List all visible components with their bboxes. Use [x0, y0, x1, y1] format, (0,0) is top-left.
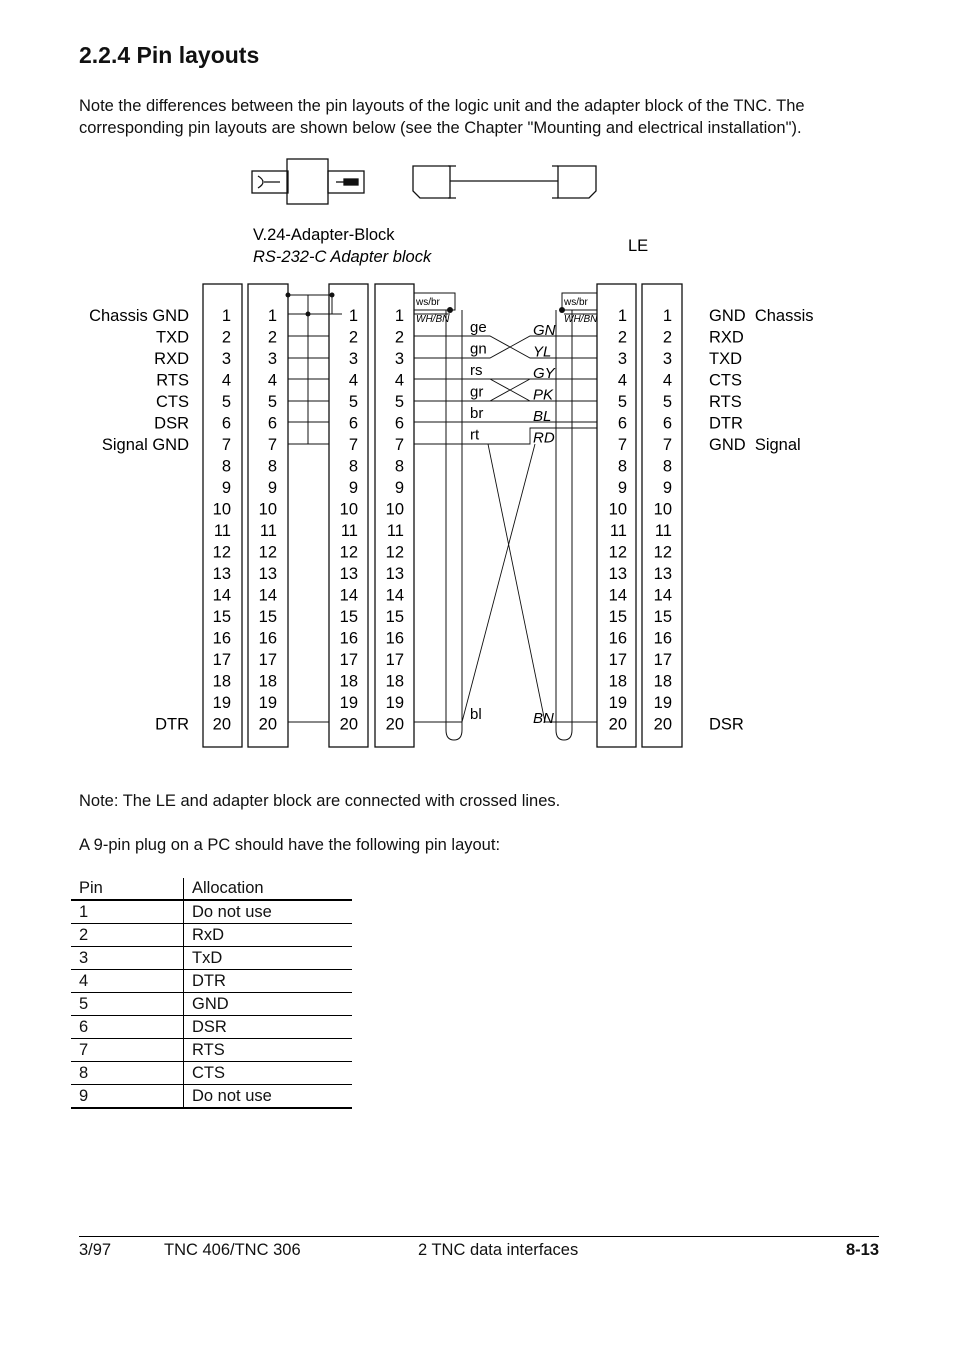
wire-label-bn: BN: [533, 710, 554, 727]
pin-number: 18: [339, 672, 358, 691]
pin-header: Pin: [71, 878, 184, 900]
pin-number: 1: [394, 307, 404, 325]
left-signal-name: Chassis GND: [89, 307, 189, 325]
footer-product: TNC 406/TNC 306: [164, 1241, 301, 1259]
shield-label-left-en: WH/BN: [416, 314, 450, 325]
note-9pin: A 9-pin plug on a PC should have the following pin layout:: [79, 836, 501, 854]
pin-number: 1: [221, 307, 231, 325]
footer-page-number: 8-13: [845, 1241, 879, 1259]
shield-label-left-de: ws/br: [416, 297, 440, 308]
pin-number: 12: [212, 543, 231, 562]
wire-color-en: RD: [533, 429, 555, 447]
wire-color-de: gr: [470, 383, 484, 401]
pin-number: 5: [267, 393, 277, 411]
pin-number: 14: [608, 586, 627, 605]
cable-icon: [413, 166, 596, 198]
le-label: LE: [628, 237, 649, 255]
table-row: [71, 1062, 352, 1085]
right-signal-name: DSR: [709, 715, 744, 734]
pin-number: 2: [617, 328, 627, 347]
pin-number: 13: [258, 565, 277, 583]
pin-number: 7: [662, 436, 672, 454]
pin-number: 12: [339, 543, 358, 562]
pin-number: 6: [662, 414, 672, 433]
allocation-cell: DTR: [184, 970, 353, 993]
table-row: [71, 900, 352, 924]
pin-number: 15: [339, 608, 358, 626]
wire-color-de: rt: [470, 426, 480, 444]
pin-number: 5: [617, 393, 627, 411]
pin-number: 14: [339, 586, 358, 605]
pin-number: 16: [385, 629, 404, 648]
pin-cell: 5: [71, 993, 184, 1016]
pin-number: 9: [221, 479, 231, 497]
pin-number: 15: [385, 608, 404, 626]
pin-number: 8: [348, 457, 358, 476]
right-signal-name: TXD: [709, 350, 742, 368]
pin-number: 9: [617, 479, 627, 497]
pin-number: 16: [258, 629, 277, 648]
pin-number: 7: [267, 436, 277, 454]
pin-number: 13: [653, 565, 672, 583]
pin-number: 3: [617, 350, 627, 368]
table-row: [71, 1016, 352, 1039]
table-row: [71, 993, 352, 1016]
right-signal-name: GND Signal: [709, 436, 801, 454]
wire-color-de: ge: [470, 319, 487, 336]
pin-number: 8: [267, 457, 277, 476]
pin-number: 4: [617, 371, 627, 390]
pin-number: 10: [258, 500, 277, 519]
pin-number: 20: [608, 715, 627, 734]
footer-date: 3/97: [79, 1241, 112, 1259]
left-signal-name: RTS: [156, 371, 189, 390]
right-signal-name: RTS: [709, 393, 742, 411]
pin-number: 3: [348, 350, 358, 368]
pin-number: 12: [653, 543, 672, 562]
pin-number: 1: [348, 307, 358, 325]
pin-number: 6: [221, 414, 231, 433]
pin-number: 10: [339, 500, 358, 519]
pin-number: 11: [213, 522, 231, 540]
pin-number: 19: [608, 694, 627, 712]
left-signal-name: RXD: [154, 350, 189, 368]
pin-number: 20: [258, 715, 277, 734]
wire-color-en: BL: [533, 408, 552, 425]
pin-numbers: [213, 307, 672, 734]
left-signal-name: CTS: [156, 393, 189, 411]
pin-number: 2: [348, 328, 358, 347]
pin-number: 17: [258, 651, 277, 669]
right-signal-names: [709, 307, 814, 734]
pin-number: 17: [212, 651, 231, 669]
pin-number: 2: [394, 328, 404, 347]
pin-number: 5: [348, 393, 358, 411]
pin-number: 13: [339, 565, 358, 583]
pin-number: 4: [662, 371, 672, 390]
shield-junction-dots: [447, 307, 565, 313]
cable-wires: [414, 336, 597, 722]
pin-number: 5: [394, 393, 404, 411]
allocation-header: Allocation: [184, 878, 353, 900]
pin-number: 8: [617, 457, 627, 476]
pin-number: 18: [212, 672, 231, 691]
pin-number: 15: [653, 608, 672, 626]
pin-number: 9: [662, 479, 672, 497]
left-signal-name: DTR: [155, 715, 189, 734]
adapter-block-label: V.24-Adapter-Block: [253, 226, 395, 244]
wire-color-de: gn: [470, 340, 487, 358]
allocation-cell: DSR: [184, 1016, 353, 1039]
pin-number: 4: [394, 371, 404, 390]
pin-cell: 2: [71, 924, 184, 947]
wire-color-en: YL: [533, 343, 552, 361]
allocation-cell: GND: [184, 993, 353, 1016]
pin-number: 20: [339, 715, 358, 734]
pin-number: 12: [385, 543, 404, 562]
adapter-block-label-en: RS-232-C Adapter block: [253, 248, 432, 266]
pin-number: 16: [212, 629, 231, 648]
pin-number: 7: [221, 436, 231, 454]
pin-number: 8: [221, 457, 231, 476]
pin-number: 7: [617, 436, 627, 454]
allocation-cell: RTS: [184, 1039, 353, 1062]
pin-number: 15: [608, 608, 627, 626]
pin-number: 1: [617, 307, 627, 325]
pin-number: 2: [662, 328, 672, 347]
pin-number: 9: [348, 479, 358, 497]
pin-number: 2: [221, 328, 231, 347]
pc-pin-table: [71, 878, 352, 1109]
pin-number: 19: [212, 694, 231, 712]
pin-number: 3: [221, 350, 231, 368]
pin-number: 15: [212, 608, 231, 626]
pin-number: 6: [348, 414, 358, 433]
pin-number: 17: [339, 651, 358, 669]
pin-number: 13: [385, 565, 404, 583]
pin-number: 4: [267, 371, 277, 390]
pin-number: 18: [608, 672, 627, 691]
left-signal-name: Signal GND: [101, 436, 189, 454]
pin-number: 14: [653, 586, 672, 605]
adapter-wiring: [288, 295, 342, 722]
pin-number: 10: [608, 500, 627, 519]
right-signal-name: RXD: [709, 328, 744, 347]
wire-color-en: GY: [533, 365, 555, 382]
wire-color-en: GN: [533, 322, 556, 339]
left-signal-name: TXD: [156, 328, 189, 347]
pin-number: 5: [221, 393, 231, 411]
left-signal-name: DSR: [154, 414, 189, 433]
pin-number: 6: [617, 414, 627, 433]
wire-label-bl: bl: [470, 706, 482, 723]
pin-number: 16: [608, 629, 627, 648]
right-signal-name: CTS: [709, 371, 742, 390]
pin-number: 14: [385, 586, 404, 605]
pin-number: 5: [662, 393, 672, 411]
pin-number: 9: [267, 479, 277, 497]
pin-number: 11: [259, 522, 277, 540]
footer-rule: [79, 1236, 879, 1237]
pin-number: 8: [662, 457, 672, 476]
pin-number: 16: [653, 629, 672, 648]
wire-color-de: rs: [470, 362, 483, 379]
pin-number: 13: [212, 565, 231, 583]
pin-number: 9: [394, 479, 404, 497]
pin-number: 17: [385, 651, 404, 669]
footer-chapter: 2 TNC data interfaces: [418, 1241, 579, 1259]
adapter-junction-dots: [286, 293, 335, 317]
pin-cell: 3: [71, 947, 184, 970]
pin-number: 11: [609, 522, 627, 540]
pin-number: 10: [653, 500, 672, 519]
note-crossed-lines: Note: The LE and adapter block are connected with crossed lines.: [79, 792, 561, 810]
pin-number: 3: [267, 350, 277, 368]
pin-number: 13: [608, 565, 627, 583]
section-heading: 2.2.4 Pin layouts: [79, 42, 260, 68]
pin-number: 4: [348, 371, 358, 390]
shield-label-right-en: WH/BN: [564, 314, 598, 325]
pin-cell: 8: [71, 1062, 184, 1085]
pin-number: 18: [653, 672, 672, 691]
pin-number: 19: [258, 694, 277, 712]
allocation-cell: TxD: [184, 947, 353, 970]
allocation-cell: CTS: [184, 1062, 353, 1085]
pin-cell: 9: [71, 1085, 184, 1109]
pin-number: 15: [258, 608, 277, 626]
table-row: [71, 947, 352, 970]
pin-number: 6: [267, 414, 277, 433]
allocation-cell: Do not use: [184, 1085, 353, 1109]
wire-color-de: br: [470, 405, 484, 422]
allocation-cell: Do not use: [184, 900, 353, 924]
pin-number: 1: [662, 307, 672, 325]
pin-number: 20: [653, 715, 672, 734]
pin-number: 2: [267, 328, 277, 347]
pin-number: 12: [608, 543, 627, 562]
table-row: [71, 970, 352, 993]
pin-number: 7: [348, 436, 358, 454]
pin-number: 10: [212, 500, 231, 519]
table-row: [71, 924, 352, 947]
pin-cell: 6: [71, 1016, 184, 1039]
pin-number: 17: [653, 651, 672, 669]
table-row: [71, 1039, 352, 1062]
pin-cell: 7: [71, 1039, 184, 1062]
pin-number: 19: [385, 694, 404, 712]
pin-cell: 1: [71, 900, 184, 924]
right-signal-name: GND Chassis: [709, 307, 814, 325]
pin-number: 1: [267, 307, 277, 325]
pin-number: 10: [385, 500, 404, 519]
pin-number: 11: [654, 522, 672, 540]
pin-number: 4: [221, 371, 231, 390]
left-signal-names: [89, 307, 189, 734]
pin-number: 16: [339, 629, 358, 648]
pin-number: 7: [394, 436, 404, 454]
wire-color-labels: [470, 319, 556, 447]
pin-number: 8: [394, 457, 404, 476]
shield-label-right-de: ws/br: [564, 297, 588, 308]
pin-number: 18: [385, 672, 404, 691]
intro-paragraph: Note the differences between the pin layouts of the logic unit and the adapter block of the TNC. The corresponding pin layouts are shown below (see the Chapter "Mounting and electrical installation").: [79, 97, 805, 137]
pin-number: 19: [339, 694, 358, 712]
pin-number: 3: [394, 350, 404, 368]
pin-number: 14: [212, 586, 231, 605]
allocation-cell: RxD: [184, 924, 353, 947]
pin-number: 11: [386, 522, 404, 540]
pin-number: 14: [258, 586, 277, 605]
cable-shields: [414, 293, 597, 740]
wire-color-en: PK: [533, 386, 554, 404]
pin-number: 20: [385, 715, 404, 734]
right-signal-name: DTR: [709, 414, 743, 433]
pin-number: 18: [258, 672, 277, 691]
pin-number: 19: [653, 694, 672, 712]
pin-number: 17: [608, 651, 627, 669]
adapter-block-icon: [252, 159, 364, 204]
pin-number: 6: [394, 414, 404, 433]
pin-number: 3: [662, 350, 672, 368]
pin-number: 20: [212, 715, 231, 734]
pin-number: 11: [340, 522, 358, 540]
table-row: [71, 1085, 352, 1109]
pin-cell: 4: [71, 970, 184, 993]
pin-number: 12: [258, 543, 277, 562]
